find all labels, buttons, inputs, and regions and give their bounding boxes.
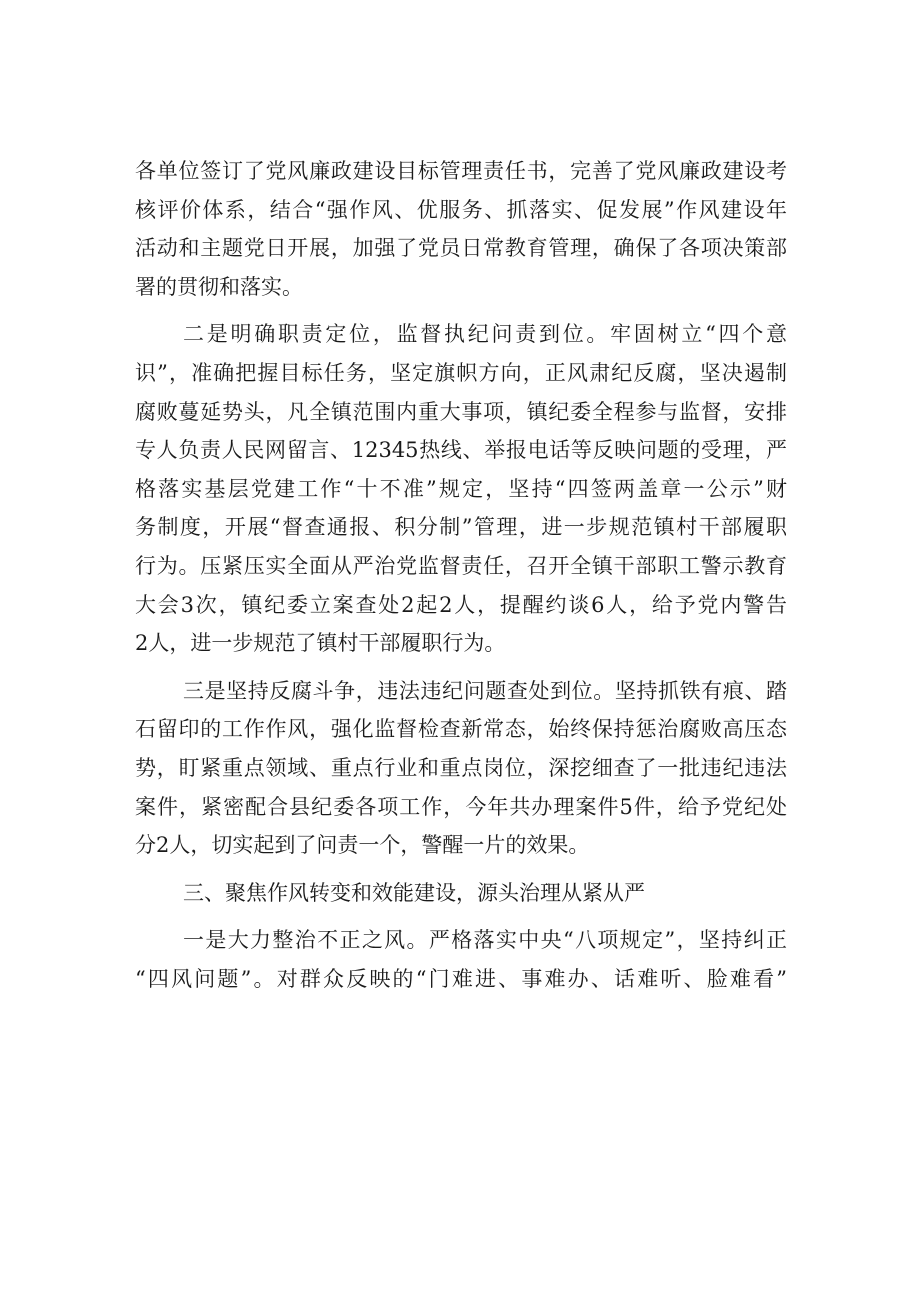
text-line: 识”，准确把握目标任务，坚定旗帜方向，正风肃纪反腐，坚决遏制: [135, 360, 787, 385]
text-line: 大会3次，镇纪委立案查处2起2人，提醒约谈6人，给予党内警告: [135, 592, 787, 617]
text-line: 案件，紧密配合县纪委各项工作，今年共办理案件5件，给予党纪处: [135, 794, 787, 819]
text-line: “四风问题”。对群众反映的“门难进、事难办、话难听、脸难看”: [135, 966, 787, 991]
text-line: 腐败蔓延势头，凡全镇范围内重大事项，镇纪委全程参与监督，安排: [135, 399, 787, 424]
text-line: 势，盯紧重点领域、重点行业和重点岗位，深挖细查了一批违纪违法: [135, 755, 787, 780]
text-line: 专人负责人民网留言、12345热线、举报电话等反映问题的受理，严: [135, 438, 787, 463]
text-line: 格落实基层党建工作“十不准”规定，坚持“四签两盖章一公示”财: [135, 476, 787, 501]
paragraph-gap: [135, 912, 787, 921]
text-line: 核评价体系，结合“强作风、优服务、抓落实、促发展”作风建设年: [135, 197, 787, 222]
paragraph-anti-corruption: [135, 672, 787, 865]
text-line: 行为。压紧压实全面从严治党监督责任，召开全镇干部职工警示教育: [135, 553, 787, 578]
paragraph-duty-positioning: [135, 315, 787, 662]
paragraph-gap: [135, 663, 787, 672]
text-line: 二是明确职责定位，监督执纪问责到位。牢固树立“四个意: [183, 322, 787, 347]
paragraph-continuation: [135, 152, 787, 306]
paragraph-gap: [135, 306, 787, 315]
document-body: [135, 152, 787, 998]
paragraph-rectify-misconduct: [135, 921, 787, 998]
text-line: 一是大力整治不正之风。严格落实中央“八项规定”，坚持纠正: [183, 928, 787, 953]
text-line: 2人，进一步规范了镇村干部履职行为。: [135, 631, 506, 656]
section-heading-three: [135, 874, 787, 913]
text-line: 三、聚焦作风转变和效能建设，源头治理从紧从严: [183, 880, 645, 905]
text-line: 各单位签订了党风廉政建设目标管理责任书，完善了党风廉政建设考: [135, 159, 787, 183]
text-line: 石留印的工作作风，强化监督检查新常态，始终保持惩治腐败高压态: [135, 717, 787, 742]
text-line: 分2人，切实起到了问责一个，警醒一片的效果。: [135, 833, 590, 858]
text-line: 署的贯彻和落实。: [135, 274, 303, 299]
paragraph-gap: [135, 865, 787, 874]
text-line: 务制度，开展“督查通报、积分制”管理，进一步规范镇村干部履职: [135, 515, 787, 540]
text-line: 三是坚持反腐斗争，违法违纪问题查处到位。坚持抓铁有痕、踏: [183, 678, 787, 703]
text-line: 活动和主题党日开展，加强了党员日常教育管理，确保了各项决策部: [135, 236, 787, 261]
